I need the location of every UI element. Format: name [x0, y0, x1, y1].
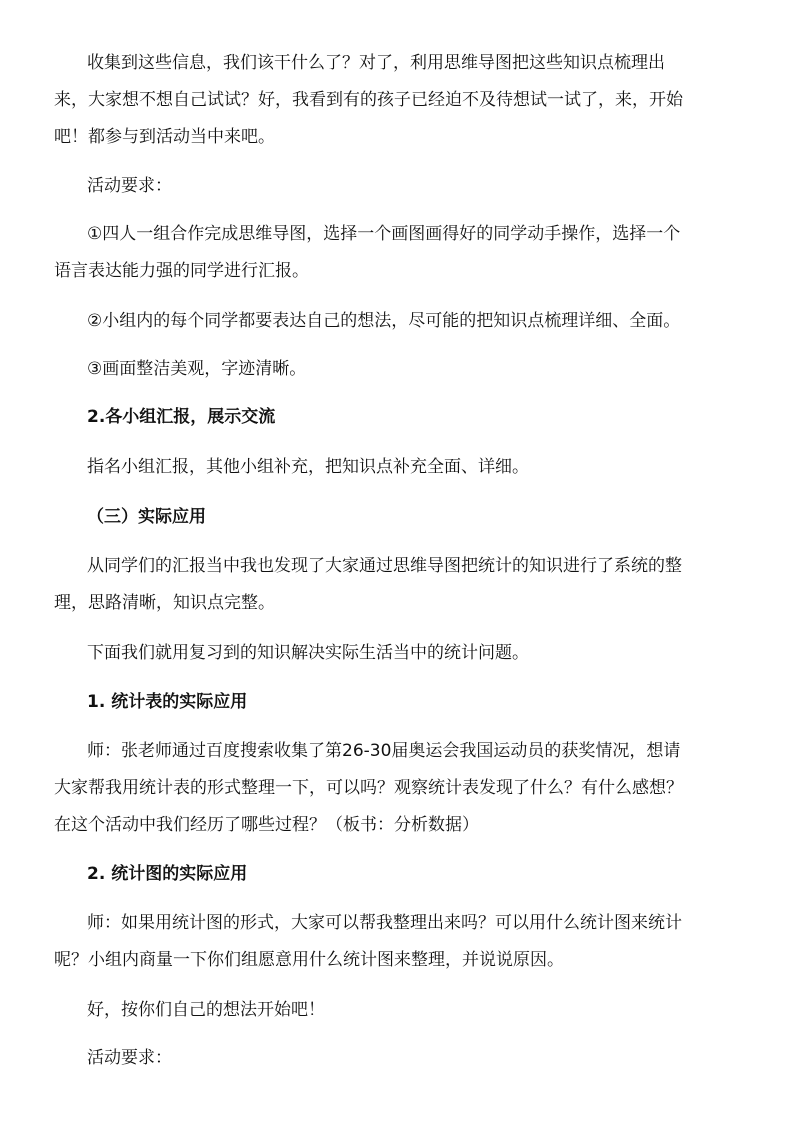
section-heading: 2. 统计图的实际应用: [87, 864, 248, 884]
requirement-item: ③画面整洁美观，字迹清晰。: [87, 359, 307, 379]
activity-requirements-label: 活动要求：: [87, 176, 172, 196]
paragraph-line: 来，大家想不想自己试试？好，我看到有的孩子已经迫不及待想试一试了，来，开始: [54, 90, 683, 110]
paragraph-line: 大家帮我用统计表的形式整理一下，可以吗？观察统计表发现了什么？有什么感想？: [54, 778, 683, 798]
section-heading: 2.各小组汇报，展示交流: [87, 407, 276, 427]
activity-requirements-label: 活动要求：: [87, 1048, 172, 1068]
paragraph-line: 吧！都参与到活动当中来吧。: [54, 127, 275, 147]
requirement-item: ②小组内的每个同学都要表达自己的想法，尽可能的把知识点梳理详细、全面。: [87, 311, 681, 331]
section-heading: 1. 统计表的实际应用: [87, 692, 248, 712]
section-heading: （三）实际应用: [87, 507, 206, 527]
paragraph-line: 在这个活动中我们经历了哪些过程？（板书：分析数据）: [54, 815, 479, 835]
paragraph-line: 下面我们就用复习到的知识解决实际生活当中的统计问题。: [87, 643, 529, 663]
paragraph-line: 从同学们的汇报当中我也发现了大家通过思维导图把统计的知识进行了系统的整: [87, 556, 682, 576]
paragraph-line: 呢？小组内商量一下你们组愿意用什么统计图来整理，并说说原因。: [54, 950, 564, 970]
paragraph-line: 好，按你们自己的想法开始吧！: [87, 1000, 325, 1020]
paragraph-line: 收集到这些信息，我们该干什么了？对了，利用思维导图把这些知识点梳理出: [87, 53, 665, 73]
paragraph-line: 师：如果用统计图的形式，大家可以帮我整理出来吗？可以用什么统计图来统计: [87, 913, 682, 933]
requirement-item: 语言表达能力强的同学进行汇报。: [54, 261, 309, 281]
paragraph-line: 师：张老师通过百度搜索收集了第26-30届奥运会我国运动员的获奖情况，想请: [87, 741, 681, 761]
requirement-item: ①四人一组合作完成思维导图，选择一个画图画得好的同学动手操作，选择一个: [87, 224, 681, 244]
paragraph-line: 理，思路清晰，知识点完整。: [54, 593, 275, 613]
paragraph-line: 指名小组汇报，其他小组补充，把知识点补充全面、详细。: [87, 457, 529, 477]
